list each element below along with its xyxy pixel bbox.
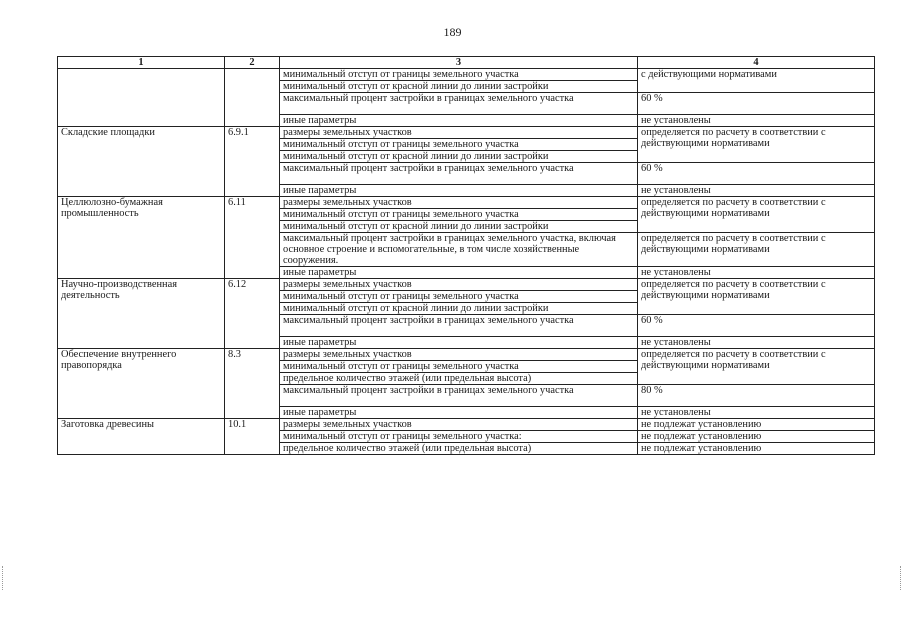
table-row xyxy=(58,127,875,139)
param-cell: минимальный отступ от красной линии до линии застройки xyxy=(280,303,638,315)
value-cell: 60 % xyxy=(638,93,875,115)
param-cell: размеры земельных участков xyxy=(280,127,638,139)
param-cell: минимальный отступ от границы земельного участка xyxy=(280,361,638,373)
param-cell: минимальный отступ от красной линии до линии застройки xyxy=(280,81,638,93)
param-cell: максимальный процент застройки в границах земельного участка xyxy=(280,163,638,185)
param-cell: иные параметры xyxy=(280,407,638,419)
param-cell: минимальный отступ от красной линии до линии застройки xyxy=(280,221,638,233)
regulations-table xyxy=(57,56,875,455)
header-col-2: 2 xyxy=(225,57,280,69)
value-cell: не установлены xyxy=(638,115,875,127)
header-row xyxy=(58,57,875,69)
param-cell: размеры земельных участков xyxy=(280,197,638,209)
param-cell: размеры земельных участков xyxy=(280,349,638,361)
header-col-1: 1 xyxy=(58,57,225,69)
value-cell: 80 % xyxy=(638,385,875,407)
value-cell: не установлены xyxy=(638,407,875,419)
table-row xyxy=(58,279,875,291)
table-row xyxy=(58,69,875,81)
value-cell: не подлежат установлению xyxy=(638,419,875,431)
value-cell: с действующими нормативами xyxy=(638,69,875,93)
header-col-3: 3 xyxy=(280,57,638,69)
param-cell: минимальный отступ от границы земельного участка: xyxy=(280,431,638,443)
value-cell: определяется по расчету в соответствии с действующими нормативами xyxy=(638,233,875,267)
param-cell: предельное количество этажей (или предельная высота) xyxy=(280,373,638,385)
value-cell: определяется по расчету в соответствии с действующими нормативами xyxy=(638,279,875,315)
value-cell: 60 % xyxy=(638,315,875,337)
header-col-4: 4 xyxy=(638,57,875,69)
group-name-cell: Научно-производственная деятельность xyxy=(58,279,225,349)
value-cell: не подлежат установлению xyxy=(638,443,875,455)
group-code-cell: 8.3 xyxy=(225,349,280,419)
param-cell: иные параметры xyxy=(280,267,638,279)
scan-edge-mark-left xyxy=(2,566,5,590)
value-cell: не установлены xyxy=(638,337,875,349)
value-cell: определяется по расчету в соответствии с действующими нормативами xyxy=(638,197,875,233)
group-code-cell: 6.12 xyxy=(225,279,280,349)
param-cell: размеры земельных участков xyxy=(280,419,638,431)
group-name-cell: Обеспечение внутреннего правопорядка xyxy=(58,349,225,419)
group-name-cell: Складские площадки xyxy=(58,127,225,197)
group-name-cell: Целлюлозно-бумажная промышленность xyxy=(58,197,225,279)
param-cell: минимальный отступ от границы земельного участка xyxy=(280,69,638,81)
param-cell: минимальный отступ от красной линии до линии застройки xyxy=(280,151,638,163)
table-row xyxy=(58,349,875,361)
param-cell: максимальный процент застройки в границах земельного участка xyxy=(280,93,638,115)
param-cell: иные параметры xyxy=(280,185,638,197)
group-code-cell xyxy=(225,69,280,127)
group-name-cell: Заготовка древесины xyxy=(58,419,225,455)
param-cell: иные параметры xyxy=(280,337,638,349)
param-cell: максимальный процент застройки в границах земельного участка, включая основное строение и вспомогательные, в том числе хозяйственные сооружения. xyxy=(280,233,638,267)
param-cell: минимальный отступ от границы земельного участка xyxy=(280,209,638,221)
value-cell: определяется по расчету в соответствии с действующими нормативами xyxy=(638,349,875,385)
group-code-cell: 6.9.1 xyxy=(225,127,280,197)
value-cell: не установлены xyxy=(638,267,875,279)
value-cell: не подлежат установлению xyxy=(638,431,875,443)
param-cell: иные параметры xyxy=(280,115,638,127)
group-name-cell xyxy=(58,69,225,127)
param-cell: максимальный процент застройки в границах земельного участка xyxy=(280,385,638,407)
param-cell: предельное количество этажей (или предельная высота) xyxy=(280,443,638,455)
param-cell: минимальный отступ от границы земельного участка xyxy=(280,139,638,151)
group-code-cell: 6.11 xyxy=(225,197,280,279)
group-code-cell: 10.1 xyxy=(225,419,280,455)
param-cell: минимальный отступ от границы земельного участка xyxy=(280,291,638,303)
param-cell: размеры земельных участков xyxy=(280,279,638,291)
page-number: 189 xyxy=(443,25,462,39)
param-cell: максимальный процент застройки в границах земельного участка xyxy=(280,315,638,337)
table-row xyxy=(58,197,875,209)
value-cell: не установлены xyxy=(638,185,875,197)
scan-edge-mark-right xyxy=(900,566,903,590)
table-row xyxy=(58,419,875,431)
value-cell: 60 % xyxy=(638,163,875,185)
value-cell: определяется по расчету в соответствии с действующими нормативами xyxy=(638,127,875,163)
